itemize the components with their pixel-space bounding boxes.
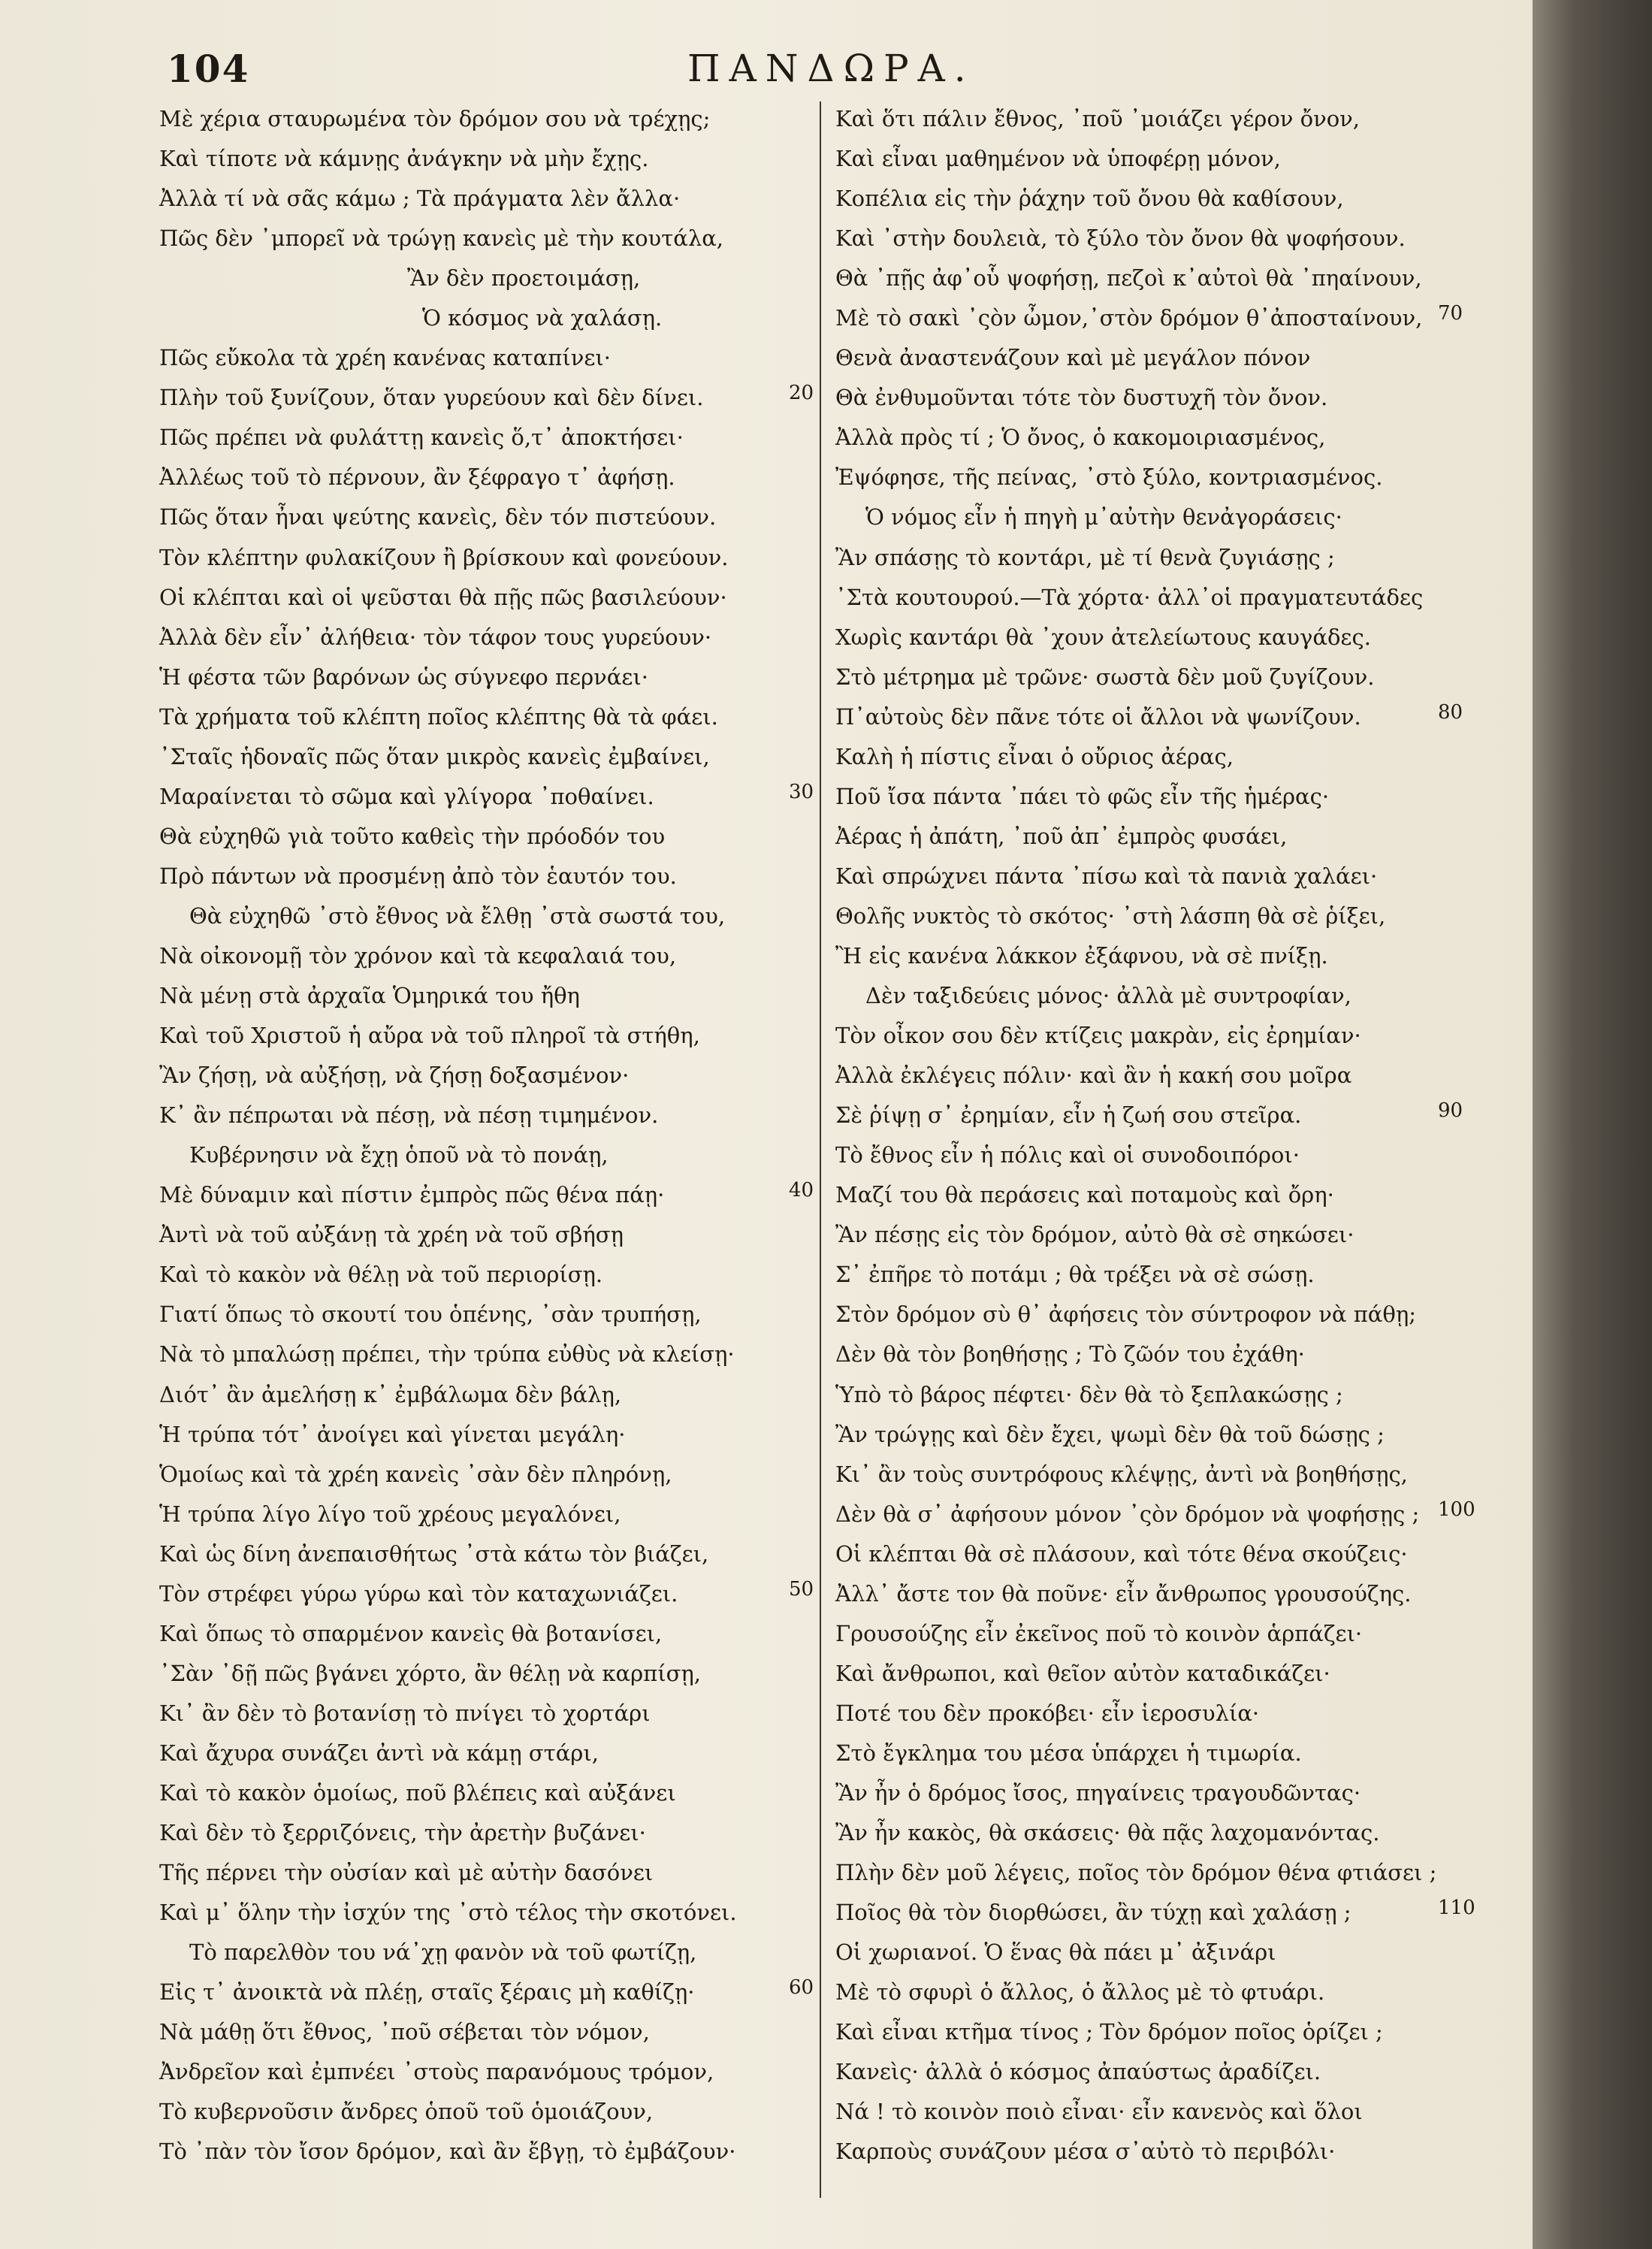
verse-text: Ὁ νόμος εἶν ἡ πηγὴ μ᾽αὐτὴν θενἀγοράσεις· <box>865 504 1342 531</box>
verse-line <box>835 1215 1496 1255</box>
verse-line <box>159 298 805 338</box>
verse-line <box>835 697 1496 737</box>
verse-text: Θενὰ ἀναστενάζουν καὶ μὲ μεγάλον πόνον <box>835 345 1311 371</box>
right-text-column <box>835 99 1496 2172</box>
line-number: 90 <box>1438 1099 1463 1123</box>
line-number: 40 <box>789 1179 814 1202</box>
verse-line <box>159 1534 805 1574</box>
verse-line <box>159 777 814 817</box>
verse-text: Κοπέλια εἰς τὴν ῥάχην τοῦ ὄνου θὰ καθίσουν, <box>835 186 1344 212</box>
verse-line <box>159 1734 805 1773</box>
verse-line <box>835 2092 1496 2132</box>
verse-text: Μὲ τὸ σακὶ ᾽ςὸν ὦμον,᾽στὸν δρόμον θ᾽ἀποσταίνουν, <box>835 305 1423 331</box>
verse-line <box>835 936 1496 976</box>
verse-line <box>159 418 805 458</box>
verse-line <box>835 657 1496 697</box>
verse-line <box>835 1853 1496 1893</box>
verse-line <box>835 896 1496 936</box>
line-number: 70 <box>1438 302 1463 325</box>
verse-line <box>835 578 1496 618</box>
verse-text: Θολῆς νυκτὸς τὸ σκότος· ᾽στὴ λάσπη θὰ σὲ ῥίξει, <box>835 902 1386 929</box>
verse-text: Γιατί ὅπως τὸ σκουτί του ὁπένης, ᾽σὰν τρυπήσῃ, <box>159 1301 702 1328</box>
verse-line <box>159 1773 805 1813</box>
verse-text: Ἀλλέως τοῦ τὸ πέρνουν, ἂν ξέφραγο τ᾽ ἀφήσῃ. <box>159 464 675 491</box>
verse-line <box>835 2012 1496 2052</box>
verse-text: Κι᾽ ἂν δὲν τὸ βοτανίσῃ τὸ πνίγει τὸ χορτάρι <box>159 1700 651 1726</box>
verse-text: Μαζί του θὰ περάσεις καὶ ποταμοὺς καὶ ὄρη· <box>835 1182 1334 1208</box>
verse-text: Θὰ ἐνθυμοῦνται τότε τὸν δυστυχῆ τὸν ὄνον. <box>835 385 1328 411</box>
verse-text: Καὶ ἄνθρωποι, καὶ θεῖον αὐτὸν καταδικάζει· <box>835 1660 1330 1686</box>
verse-text: Εἰς τ᾽ ἀνοικτὰ νὰ πλέῃ, σταῖς ξέραις μὴ καθίζῃ· <box>159 1979 695 2006</box>
verse-text: Καὶ τοῦ Χριστοῦ ἡ αὔρα νὰ τοῦ πληροῖ τὰ στήθη, <box>159 1023 700 1049</box>
running-title: ΠΑΝΔΩΡΑ. <box>687 47 975 90</box>
verse-line <box>159 1375 805 1415</box>
verse-text: Καὶ εἶναι μαθημένον νὰ ὑποφέρῃ μόνον, <box>835 146 1281 172</box>
verse-text: Ποῦ ἴσα πάντα ᾽πάει τὸ φῶς εἶν τῆς ἡμέρας· <box>835 783 1330 809</box>
verse-text: Οἱ κλέπται θὰ σὲ πλάσουν, καὶ τότε θένα σκούζεις· <box>835 1540 1408 1567</box>
verse-text: Οἱ κλέπται καὶ οἱ ψεῦσται θὰ πῇς πῶς βασιλεύουν· <box>159 584 727 610</box>
verse-line <box>159 2092 805 2132</box>
verse-line <box>159 1056 805 1096</box>
verse-line <box>159 538 805 578</box>
verse-text: Καλὴ ἡ πίστις εἶναι ὁ οὔριος ἀέρας, <box>835 743 1234 769</box>
verse-line <box>835 497 1496 537</box>
verse-line <box>159 2132 805 2172</box>
verse-line <box>159 458 805 497</box>
verse-text: Τὸ κυβερνοῦσιν ἄνδρες ὁποῦ τοῦ ὁμοιάζουν, <box>159 2099 654 2125</box>
verse-text: Τῆς πέρνει τὴν οὐσίαν καὶ μὲ αὐτὴν δασόνει <box>159 1860 654 1886</box>
verse-text: ᾽Σταῖς ἡδοναῖς πῶς ὅταν μικρὸς κανεὶς ἐμβαίνει, <box>159 743 710 769</box>
verse-text: Δὲν θὰ τὸν βοηθήσῃς ; Τὸ ζῶόν του ἐχάθη· <box>835 1341 1305 1368</box>
column-divider <box>820 101 821 2198</box>
verse-text: Τὸν οἶκον σου δὲν κτίζεις μακρὰν, εἰς ἐρημίαν· <box>835 1023 1361 1049</box>
verse-text: Στὸν δρόμον σὺ θ᾽ ἀφήσεις τὸν σύντροφον νὰ πάθῃ; <box>835 1301 1416 1328</box>
verse-text: Θὰ ᾽πῇς ἀφ᾽οὗ ψοφήσῃ, πεζοὶ κ᾽αὐτοὶ θὰ ᾽πηαίνουν, <box>835 265 1422 292</box>
verse-line <box>159 338 805 378</box>
page-header <box>0 38 1533 98</box>
verse-text: Καὶ ὡς δίνη ἀνεπαισθήτως ᾽στὰ κάτω τὸν βιάζει, <box>159 1540 709 1567</box>
verse-line <box>835 1654 1496 1694</box>
verse-line <box>159 857 805 896</box>
verse-text: Μὲ τὸ σφυρὶ ὁ ἄλλος, ὁ ἄλλος μὲ τὸ φτυάρι. <box>835 1979 1325 2006</box>
verse-text: Ἂν σπάσῃς τὸ κοντάρι, μὲ τί θενὰ ζυγιάσῃς ; <box>835 544 1335 570</box>
line-number: 60 <box>789 1976 814 2000</box>
verse-text: Ἂν τρώγῃς καὶ δὲν ἔχει, ψωμὶ δὲν θὰ τοῦ δώσῃς ; <box>835 1421 1385 1447</box>
verse-line <box>159 1574 814 1614</box>
verse-line <box>835 777 1496 817</box>
book-gutter-shadow <box>1533 0 1652 2249</box>
verse-line <box>159 1495 805 1534</box>
verse-line <box>159 1135 805 1175</box>
verse-line <box>835 179 1496 219</box>
verse-line <box>159 1654 805 1694</box>
verse-line <box>835 1375 1496 1415</box>
verse-line <box>159 2052 805 2092</box>
verse-line <box>159 219 805 258</box>
verse-line <box>159 139 805 179</box>
verse-text: Διότ᾽ ἂν ἀμελήσῃ κ᾽ ἐμβάλωμα δὲν βάλῃ, <box>159 1381 622 1407</box>
verse-text: Ἀέρας ἡ ἀπάτη, ᾽ποῦ ἀπ᾽ ἐμπρὸς φυσάει, <box>835 823 1288 849</box>
verse-text: Χωρὶς καντάρι θὰ ᾽χουν ἀτελείωτους καυγάδες. <box>835 624 1371 650</box>
verse-text: Νὰ μάθῃ ὅτι ἔθνος, ᾽ποῦ σέβεται τὸν νόμον, <box>159 2019 650 2045</box>
verse-line <box>835 1455 1496 1495</box>
verse-text: Τὸ ᾽πὰν τὸν ἴσον δρόμον, καὶ ἂν ἔβγῃ, τὸ ἐμβάζουν· <box>159 2139 736 2165</box>
line-number: 20 <box>789 382 814 405</box>
verse-line <box>159 936 805 976</box>
verse-text: Ἡ τρύπα τότ᾽ ἀνοίγει καὶ γίνεται μεγάλη· <box>159 1421 626 1447</box>
verse-text: Ὁμοίως καὶ τὰ χρέη κανεὶς ᾽σὰν δὲν πληρόνῃ, <box>159 1461 672 1487</box>
verse-line <box>835 1295 1496 1335</box>
verse-line <box>159 1972 814 2012</box>
verse-text: Καὶ ὅτι πάλιν ἔθνος, ᾽ποῦ ᾽μοιάζει γέρον ὄνον, <box>835 106 1361 131</box>
verse-line <box>835 1534 1496 1574</box>
verse-line <box>159 896 805 936</box>
verse-line <box>835 1096 1496 1135</box>
verse-line <box>835 1574 1496 1614</box>
verse-text: Πῶς πρέπει νὰ φυλάττῃ κανεὶς ὅ,τ᾽ ἀποκτήσει· <box>159 425 684 451</box>
line-number: 30 <box>789 780 814 803</box>
verse-text: Καρποὺς συνάζουν μέσα σ᾽αὐτὸ τὸ περιβόλι· <box>835 2139 1336 2165</box>
verse-line <box>835 298 1496 338</box>
verse-line <box>159 1415 805 1455</box>
verse-text: Στὸ ἔγκλημα του μέσα ὑπάρχει ἡ τιμωρία. <box>835 1740 1302 1766</box>
verse-text: Μὲ χέρια σταυρωμένα τὸν δρόμον σου νὰ τρέχῃς; <box>159 106 711 131</box>
line-number: 80 <box>1438 700 1463 724</box>
verse-line <box>159 1933 805 1972</box>
verse-line <box>159 2012 805 2052</box>
verse-line <box>159 1255 805 1295</box>
verse-text: Καὶ ᾽στὴν δουλειὰ, τὸ ξύλο τὸν ὄνον θὰ ψοφήσουν. <box>835 225 1406 252</box>
verse-text: Ἀντὶ νὰ τοῦ αὐξάνῃ τὰ χρέη νὰ τοῦ σβήσῃ <box>159 1222 624 1248</box>
verse-line <box>159 1295 805 1335</box>
verse-line <box>159 179 805 219</box>
verse-line <box>835 976 1496 1016</box>
verse-text: Στὸ μέτρημα μὲ τρῶνε· σωστὰ δὲν μοῦ ζυγίζουν. <box>835 664 1375 690</box>
verse-line <box>835 857 1496 896</box>
verse-text: Ἀλλ᾽ ἄστε τον θὰ ποῦνε· εἶν ἄνθρωπος γρουσούζης. <box>835 1580 1412 1607</box>
verse-line <box>835 258 1496 298</box>
verse-text: Γρουσούζης εἶν ἐκεῖνος ποῦ τὸ κοινὸν ἁρπάζει· <box>835 1620 1363 1646</box>
verse-line <box>159 1335 805 1374</box>
verse-line <box>835 817 1496 857</box>
verse-line <box>835 1415 1496 1455</box>
verse-text: Τὸν στρέφει γύρω γύρω καὶ τὸν καταχωνιάζει. <box>159 1580 678 1607</box>
verse-text: Πλὴν τοῦ ξυνίζουν, ὅταν γυρεύουν καὶ δὲν δίνει. <box>159 385 704 411</box>
verse-text: Κανεὶς· ἀλλὰ ὁ κόσμος ἀπαύστως ἀραδίζει. <box>835 2059 1321 2085</box>
verse-line <box>159 578 805 618</box>
verse-line <box>159 1893 805 1933</box>
verse-text: Ἐψόφησε, τῆς πείνας, ᾽στὸ ξύλο, κοντριασμένος. <box>835 464 1383 491</box>
verse-text: Ἀλλὰ ἐκλέγεις πόλιν· καὶ ἂν ἡ κακή σου μοῖρα <box>835 1063 1352 1089</box>
verse-text: Ἂν δὲν προετοιμάσῃ, <box>407 265 641 292</box>
verse-line <box>159 737 805 777</box>
verse-text: Ἡ τρύπα λίγο λίγο τοῦ χρέους μεγαλόνει, <box>159 1501 621 1527</box>
verse-line <box>835 1972 1496 2012</box>
verse-text: Καὶ τὸ κακὸν ὁμοίως, ποῦ βλέπεις καὶ αὐξάνει <box>159 1779 676 1806</box>
verse-text: Καὶ δὲν τὸ ξερριζόνεις, τὴν ἀρετὴν βυζάνει· <box>159 1820 646 1846</box>
verse-text: Ἡ φέστα τῶν βαρόνων ὡς σύγνεφο περνάει· <box>159 664 648 690</box>
verse-text: Καὶ ὅπως τὸ σπαρμένον κανεὶς θὰ βοτανίσει, <box>159 1620 663 1646</box>
verse-text: Μαραίνεται τὸ σῶμα καὶ γλίγορα ᾽ποθαίνει. <box>159 783 654 809</box>
verse-line <box>159 1813 805 1853</box>
verse-line <box>835 1056 1496 1096</box>
verse-text: Θὰ εὐχηθῶ γιὰ τοῦτο καθεὶς τὴν πρόοδόν του <box>159 823 666 849</box>
verse-line <box>159 1016 805 1056</box>
verse-line <box>835 618 1496 657</box>
verse-text: Καὶ ἄχυρα συνάζει ἀντὶ νὰ κάμῃ στάρι, <box>159 1740 599 1766</box>
page-number: 104 <box>167 47 250 91</box>
verse-text: Πλὴν δὲν μοῦ λέγεις, ποῖος τὸν δρόμον θένα φτιάσει ; <box>835 1860 1437 1886</box>
verse-text: Τὸ παρελθὸν του νά᾽χῃ φανὸν νὰ τοῦ φωτίζῃ, <box>189 1939 697 1966</box>
line-number: 110 <box>1438 1897 1475 1920</box>
verse-text: Δὲν θὰ σ᾽ ἀφήσουν μόνον ᾽ςὸν δρόμον νὰ ψοφήσῃς ; <box>835 1501 1420 1527</box>
verse-line <box>835 2132 1496 2172</box>
verse-line <box>835 99 1496 139</box>
verse-text: Ἀλλὰ τί νὰ σᾶς κάμω ; Τὰ πράγματα λὲν ἄλλα· <box>159 186 681 212</box>
verse-text: Ποῖος θὰ τὸν διορθώσει, ἂν τύχῃ καὶ χαλάσῃ ; <box>835 1900 1351 1926</box>
verse-text: Νὰ οἰκονομῇ τὸν χρόνον καὶ τὰ κεφαλαιά του, <box>159 942 677 969</box>
verse-text: Π᾽αὐτοὺς δὲν πᾶνε τότε οἱ ἄλλοι νὰ ψωνίζουν. <box>835 703 1361 730</box>
verse-line <box>835 1734 1496 1773</box>
verse-text: Τὸ ἔθνος εἶν ἡ πόλις καὶ οἱ συνοδοιπόροι· <box>835 1142 1300 1168</box>
verse-text: Ἂν ἦν ὁ δρόμος ἴσος, πηγαίνεις τραγουδῶντας· <box>835 1779 1361 1806</box>
verse-line <box>159 99 805 139</box>
verse-text: ᾽Στὰ κουτουρού.—Τὰ χόρτα· ἀλλ᾽οἱ πραγματευτάδες <box>835 584 1424 610</box>
verse-line <box>835 1175 1496 1215</box>
verse-line <box>835 737 1496 777</box>
verse-text: Κυβέρνησιν νὰ ἔχῃ ὁποῦ νὰ τὸ πονάῃ, <box>189 1142 609 1168</box>
verse-line <box>835 1335 1496 1374</box>
verse-text: Ἂν ἦν κακὸς, θὰ σκάσεις· θὰ πᾷς λαχομανόντας. <box>835 1820 1380 1846</box>
verse-text: Δὲν ταξιδεύεις μόνος· ἀλλὰ μὲ συντροφίαν, <box>865 983 1351 1009</box>
left-text-column <box>159 99 814 2172</box>
verse-text: Ἀνδρεῖον καὶ ἐμπνέει ᾽στοὺς παρανόμους τρόμον, <box>159 2059 714 2085</box>
verse-line <box>835 458 1496 497</box>
verse-text: Πῶς ὅταν ἦναι ψεύτης κανεὶς, δὲν τόν πιστεύουν. <box>159 504 717 531</box>
verse-text: Νὰ τὸ μπαλώσῃ πρέπει, τὴν τρύπα εὐθὺς νὰ κλείσῃ· <box>159 1341 735 1368</box>
verse-line <box>159 1614 805 1654</box>
verse-line <box>159 697 805 737</box>
verse-line <box>835 1933 1496 1972</box>
verse-text: Πρὸ πάντων νὰ προσμένῃ ἀπὸ τὸν ἑαυτόν του. <box>159 863 677 889</box>
verse-line <box>159 1215 805 1255</box>
verse-line <box>835 1614 1496 1654</box>
verse-line <box>835 139 1496 179</box>
verse-text: Ποτέ του δὲν προκόβει· εἶν ἱεροσυλία· <box>835 1700 1260 1726</box>
verse-line <box>835 1893 1496 1933</box>
verse-text: Καὶ τὸ κακὸν νὰ θέλῃ νὰ τοῦ περιορίσῃ. <box>159 1262 603 1288</box>
verse-text: Ἂν πέσῃς εἰς τὸν δρόμον, αὐτὸ θὰ σὲ σηκώσει· <box>835 1222 1355 1248</box>
verse-line <box>835 219 1496 258</box>
verse-text: Καὶ σπρώχνει πάντα ᾽πίσω καὶ τὰ πανιὰ χαλάει· <box>835 863 1378 889</box>
verse-text: Θὰ εὐχηθῶ ᾽στὸ ἔθνος νὰ ἔλθῃ ᾽στὰ σωστά του, <box>189 902 726 929</box>
verse-line <box>159 497 805 537</box>
verse-text: Νά ! τὸ κοινὸν ποιὸ εἶναι· εἶν κανενὸς καὶ ὅλοι <box>835 2099 1363 2125</box>
verse-text: Ἀλλὰ δὲν εἶν᾽ ἀλήθεια· τὸν τάφον τους γυρεύουν· <box>159 624 712 650</box>
verse-line <box>835 1016 1496 1056</box>
verse-text: Νὰ μένῃ στὰ ἀρχαῖα Ὁμηρικά του ἤθη <box>159 983 580 1009</box>
verse-text: Ὑπὸ τὸ βάρος πέφτει· δὲν θὰ τὸ ξεπλακώσῃς ; <box>835 1381 1343 1407</box>
verse-line <box>159 618 805 657</box>
verse-text: Τὸν κλέπτην φυλακίζουν ἢ βρίσκουν καὶ φονεύουν. <box>159 544 729 570</box>
verse-text: Ὁ κόσμος νὰ χαλάσῃ. <box>422 305 663 331</box>
verse-line <box>835 1694 1496 1734</box>
verse-line <box>835 418 1496 458</box>
verse-line <box>835 2052 1496 2092</box>
verse-line <box>835 1135 1496 1175</box>
verse-text: Πῶς εὔκολα τὰ χρέη κανένας καταπίνει· <box>159 345 611 371</box>
verse-line <box>159 976 805 1016</box>
line-number: 50 <box>789 1577 814 1601</box>
verse-line <box>159 1853 805 1893</box>
verse-text: ᾽Σὰν ᾽δῇ πῶς βγάνει χόρτο, ἂν θέλῃ νὰ καρπίσῃ, <box>159 1660 701 1686</box>
verse-text: Ἢ εἰς κανένα λάκκον ἐξάφνου, νὰ σὲ πνίξῃ. <box>835 942 1328 969</box>
verse-line <box>159 657 805 697</box>
line-number: 100 <box>1438 1498 1475 1521</box>
verse-text: Ἀλλὰ πρὸς τί ; Ὁ ὄνος, ὁ κακομοιριασμένος, <box>835 425 1326 451</box>
verse-text: Καὶ εἶναι κτῆμα τίνος ; Τὸν δρόμον ποῖος ὁρίζει ; <box>835 2019 1383 2045</box>
verse-line <box>835 1813 1496 1853</box>
verse-line <box>835 538 1496 578</box>
verse-text: Κ᾽ ἂν πέπρωται νὰ πέσῃ, νὰ πέσῃ τιμημένον. <box>159 1102 659 1129</box>
verse-text: Σὲ ῥίψῃ σ᾽ ἐρημίαν, εἶν ἡ ζωή σου στεῖρα. <box>835 1102 1302 1129</box>
verse-line <box>159 258 805 298</box>
verse-text: Τὰ χρήματα τοῦ κλέπτη ποῖος κλέπτης θὰ τὰ φάει. <box>159 703 718 730</box>
verse-line <box>835 338 1496 378</box>
verse-text: Οἱ χωριανοί. Ὁ ἕνας θὰ πάει μ᾽ ἀξινάρι <box>835 1939 1276 1966</box>
verse-text: Μὲ δύναμιν καὶ πίστιν ἐμπρὸς πῶς θένα πάῃ· <box>159 1182 665 1208</box>
verse-line <box>835 1255 1496 1295</box>
verse-text: Καὶ τίποτε νὰ κάμνῃς ἀνάγκην νὰ μὴν ἔχῃς. <box>159 146 649 172</box>
verse-text: Πῶς δὲν ᾽μπορεῖ νὰ τρώγῃ κανεὶς μὲ τὴν κουτάλα, <box>159 225 723 252</box>
verse-line <box>159 378 814 418</box>
verse-line <box>159 1175 814 1215</box>
verse-line <box>159 1455 805 1495</box>
verse-text: Σ᾽ ἐπῆρε τὸ ποτάμι ; θὰ τρέξει νὰ σὲ σώσῃ. <box>835 1262 1315 1288</box>
verse-line <box>159 817 805 857</box>
verse-text: Ἂν ζήσῃ, νὰ αὐξήσῃ, νὰ ζήσῃ δοξασμένον· <box>159 1063 630 1089</box>
verse-line <box>159 1694 805 1734</box>
verse-line <box>835 1495 1496 1534</box>
verse-text: Καὶ μ᾽ ὅλην τὴν ἰσχύν της ᾽στὸ τέλος τὴν σκοτόνει. <box>159 1900 737 1926</box>
verse-text: Κι᾽ ἂν τοὺς συντρόφους κλέψῃς, ἀντὶ νὰ βοηθήσῃς, <box>835 1461 1408 1487</box>
verse-line <box>159 1096 805 1135</box>
verse-line <box>835 378 1496 418</box>
verse-line <box>835 1773 1496 1813</box>
